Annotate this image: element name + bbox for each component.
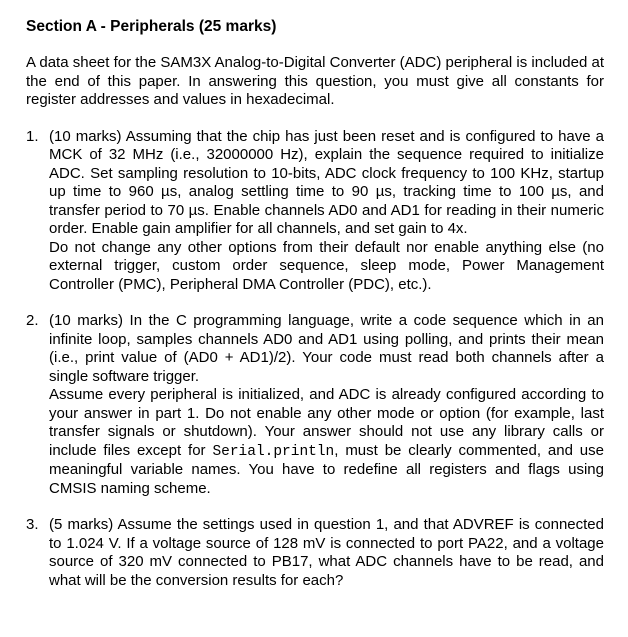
code-function-name: Serial.println [212, 443, 335, 460]
question-text: (5 marks) Assume the settings used in question 1, and that ADVREF is connected to 1.024 V. If a voltage source of 128 mV is connected to port PA22, and a voltage source of 320 mV connected to PB17, what ADC channels have to be read, and what will be the conversion results for each? [49, 516, 604, 589]
question-number: 1. [26, 127, 39, 145]
question-1 [26, 128, 604, 295]
intro-paragraph: A data sheet for the SAM3X Analog-to-Digital Converter (ADC) peripheral is included at the end of this paper. In answering this question, you must give all constants for register addresses and values in hexadecimal. [26, 54, 604, 108]
question-text-segment: , must be clearly commented, and use meaningful variable names. You have to redefine all registers and flags using CMSIS naming scheme. [49, 441, 604, 497]
question-text: (10 marks) Assuming that the chip has just been reset and is configured to have a MCK of 32 MHz (i.e., 32000000 Hz), explain the sequence required to initialize ADC. Set sampling resolution to 10-bits, ADC clock frequency to 100 KHz, startup up time to 960 µs, analog settling time to 90 µs, tracking time to 100 µs, and transfer period to 70 µs. Enable channels AD0 and AD1 for reading in their numeric order. Enable gain amplifier for all channels, and set gain to 4x. [49, 127, 604, 237]
question-2 [26, 312, 604, 498]
question-number: 2. [26, 312, 39, 329]
question-3 [26, 516, 604, 590]
question-text [49, 386, 604, 498]
question-list [26, 128, 604, 591]
section-title: Section A - Peripherals (25 marks) [26, 18, 277, 35]
question-number: 3. [26, 516, 39, 533]
question-text-segment: Assume every peripheral is initialized, and ADC is already configured according to your answer in part 1. Do not enable any other mode or option (for example, last transfer signals or shutdown). Your answer should not use any library calls or include files except for [49, 386, 604, 459]
question-text: Do not change any other options from their default nor enable anything else (no external trigger, custom order sequence, sleep mode, Power Management Controller (PMC), Peripheral DMA Controller (PDC), etc.). [49, 238, 604, 293]
question-text: (10 marks) In the C programming language, write a code sequence which in an infinite loop, samples channels AD0 and AD1 using polling, and prints their mean (i.e., print value of (AD0 + AD1)/2). Your code must read both channels after a single software trigger. [49, 312, 604, 385]
